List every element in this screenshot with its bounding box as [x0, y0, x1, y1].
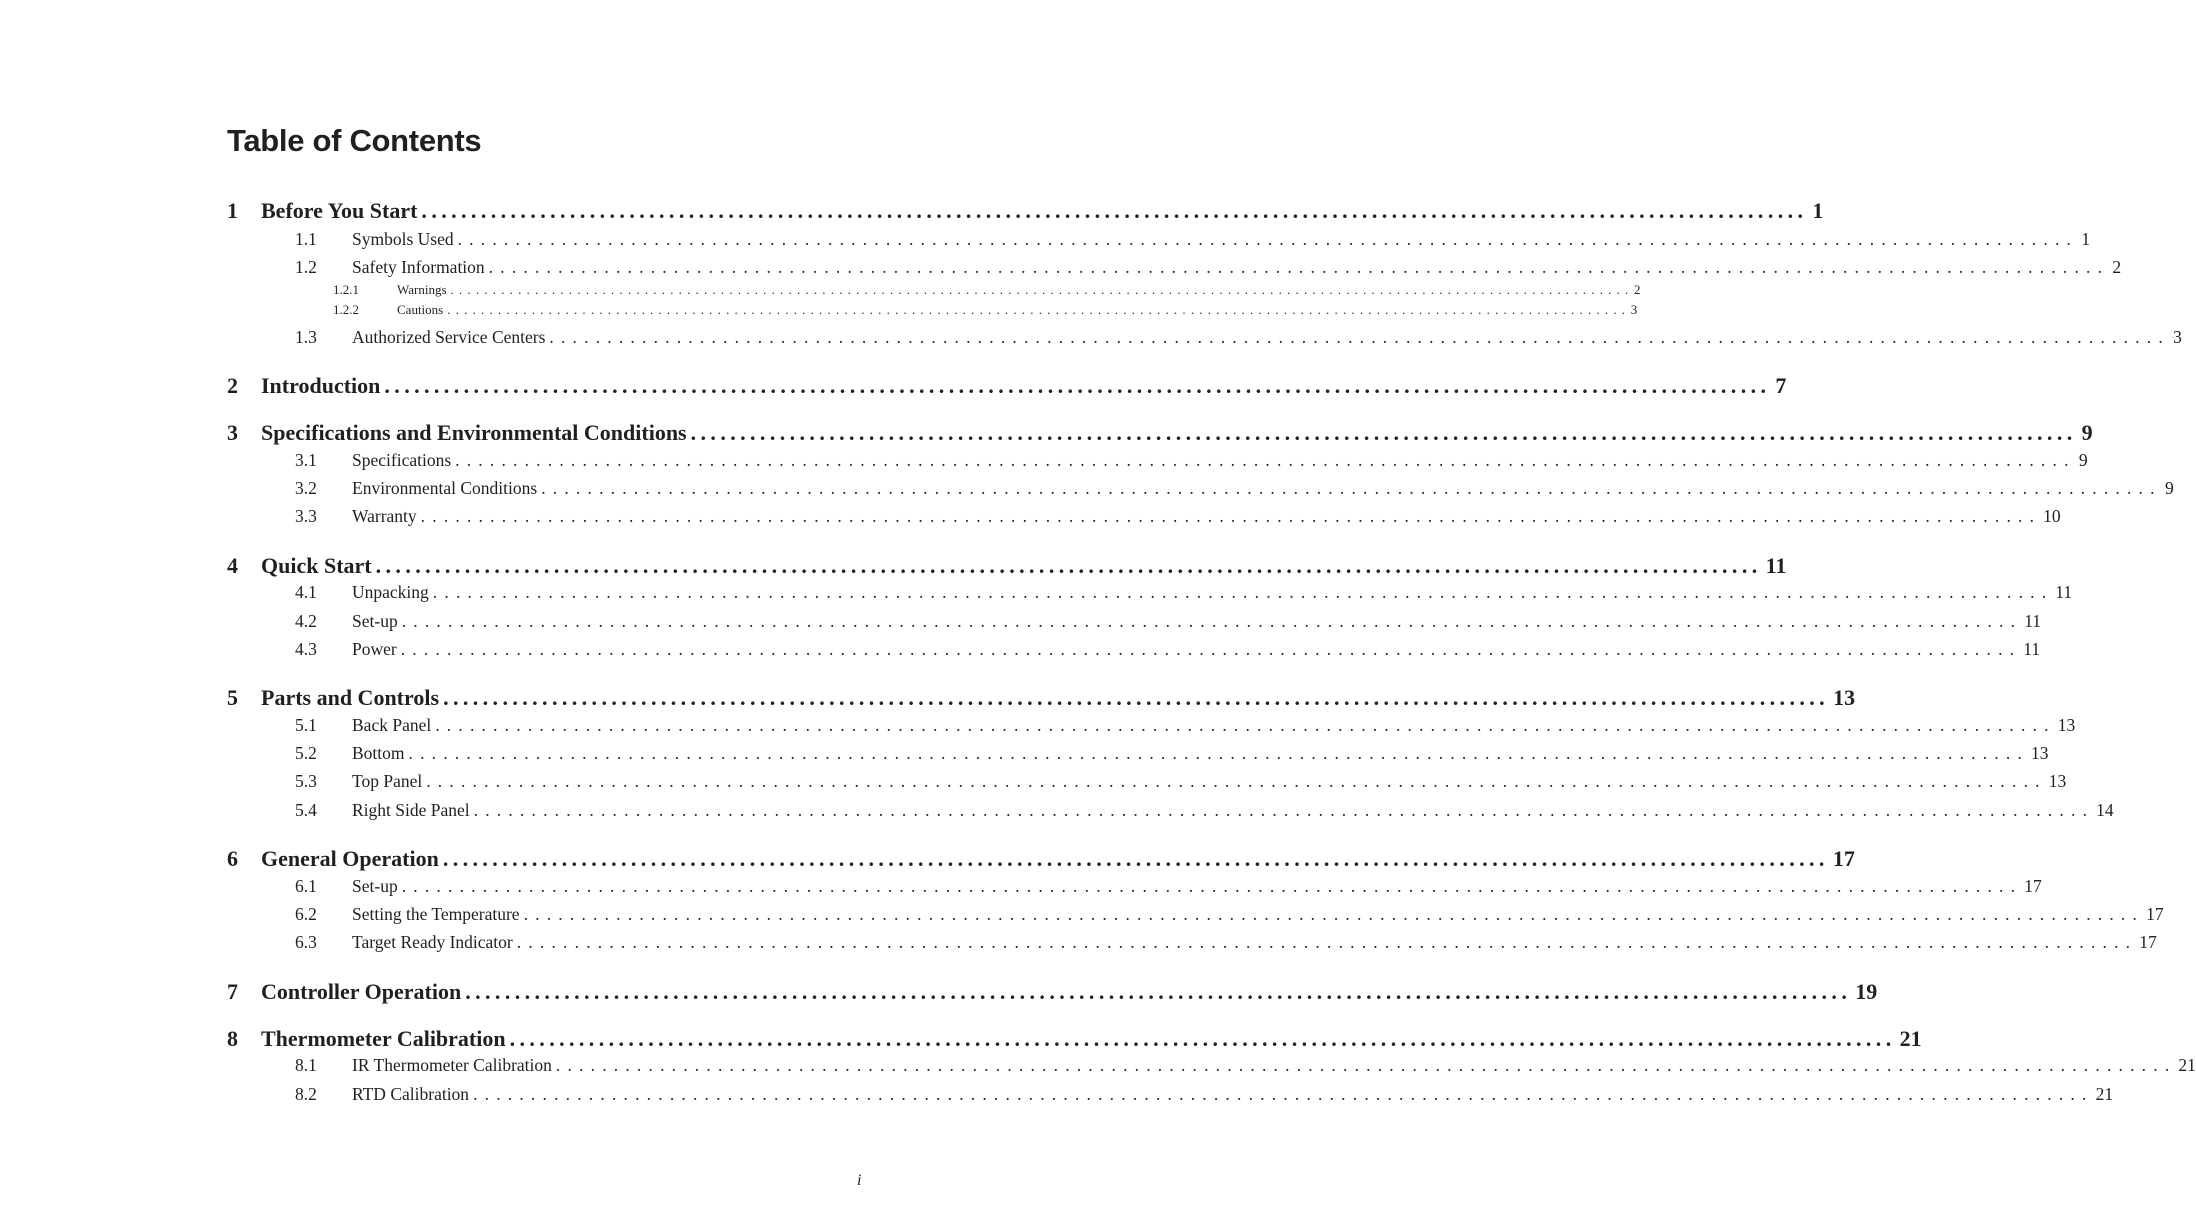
dot-leader: ............................................................................................................................................ — [408, 743, 2030, 763]
dot-leader: ............................................................................................................................................ — [400, 639, 2022, 659]
toc-entry-label: Parts and Controls — [261, 685, 440, 710]
toc-entry-label: Introduction — [261, 373, 381, 398]
toc-entry-number: 5 — [227, 685, 238, 710]
dot-leader: ............................................................................................................................................ — [473, 800, 2095, 820]
toc-entry-section[interactable] — [295, 639, 2041, 663]
toc-entry-label: IR Thermometer Calibration — [352, 1055, 552, 1075]
toc-entry-section[interactable] — [295, 1084, 2114, 1108]
toc-entry-label: Back Panel — [352, 715, 432, 735]
toc-entry-page: 21 — [2178, 1055, 2196, 1075]
toc-entry-label: Authorized Service Centers — [352, 327, 546, 347]
toc-entry-section[interactable] — [295, 771, 2067, 795]
toc-entry-chapter[interactable] — [227, 420, 2093, 450]
toc-entry-label: Bottom — [352, 743, 405, 763]
toc-entry-number: 8 — [227, 1026, 238, 1051]
dot-leader: ............................................................................................................................................ — [488, 257, 2110, 277]
toc-entry-section[interactable] — [295, 229, 2091, 253]
toc-entry-page: 3 — [2173, 327, 2182, 347]
toc-entry-subsection[interactable] — [333, 302, 1638, 320]
toc-entry-label: Symbols Used — [352, 229, 454, 249]
dot-leader: ............................................................................................................................................ — [384, 373, 1771, 398]
toc-entry-number: 8.2 — [295, 1084, 317, 1104]
page-title: Table of Contents — [227, 123, 482, 158]
dot-leader: ............................................................................................................................................ — [541, 478, 2162, 498]
toc-entry-page: 14 — [2096, 800, 2114, 820]
toc-entry-label: Before You Start — [261, 198, 418, 223]
dot-leader: ............................................................................................................................................ — [443, 685, 1830, 710]
dot-leader: ............................................................................................................................................ — [401, 876, 2023, 896]
toc-entry-page: 21 — [2095, 1084, 2114, 1104]
dot-leader: ............................................................................................................................................ — [509, 1026, 1896, 1051]
toc-entry-chapter[interactable] — [227, 846, 1855, 876]
toc-entry-number: 3.1 — [295, 450, 317, 470]
toc-entry-label: Controller Operation — [261, 979, 462, 1004]
dot-leader: ............................................................................................................................................ — [435, 715, 2056, 735]
toc-entry-label: Specifications — [352, 450, 452, 470]
dot-leader: ............................................................................................................................................ — [426, 771, 2047, 791]
toc-entry-section[interactable] — [295, 327, 2182, 351]
toc-entry-number: 4.2 — [295, 611, 317, 631]
toc-entry-page: 9 — [2078, 450, 2088, 470]
toc-entry-label: Target Ready Indicator — [352, 932, 513, 952]
toc-entry-section[interactable] — [295, 611, 2042, 635]
toc-entry-section[interactable] — [295, 743, 2049, 767]
toc-entry-chapter[interactable] — [227, 198, 1824, 228]
page-folio: i — [857, 1172, 862, 1189]
dot-leader: ............................................................................................................................................ — [457, 229, 2079, 249]
toc-entry-page: 11 — [2055, 582, 2073, 602]
toc-entry-number: 5.3 — [295, 771, 317, 791]
toc-entry-label: RTD Calibration — [352, 1084, 470, 1104]
toc-entry-number: 3.2 — [295, 478, 317, 498]
toc-entry-label: Setting the Temperature — [352, 904, 520, 924]
dot-leader: ............................................................................................................................................ — [450, 282, 1634, 297]
toc-entry-page: 17 — [2024, 876, 2042, 896]
toc-entry-number: 4.1 — [295, 582, 317, 602]
toc-entry-section[interactable] — [295, 932, 2157, 956]
toc-entry-page: 17 — [2139, 932, 2157, 952]
toc-entry-section[interactable] — [295, 478, 2174, 502]
toc-entry-label: Specifications and Environmental Conditions — [261, 420, 687, 445]
toc-entry-section[interactable] — [295, 450, 2088, 474]
toc-entry-subsection[interactable] — [333, 282, 1641, 300]
toc-entry-page: 9 — [2081, 420, 2093, 445]
toc-entry-number: 3 — [227, 420, 238, 445]
toc-entry-page: 9 — [2164, 478, 2174, 498]
toc-entry-page: 11 — [1765, 553, 1787, 578]
toc-entry-section[interactable] — [295, 506, 2061, 530]
dot-leader: ............................................................................................................................................ — [455, 450, 2076, 470]
toc-entry-page: 13 — [2057, 715, 2076, 735]
toc-entry-section[interactable] — [295, 1055, 2196, 1079]
dot-leader: ............................................................................................................................................ — [447, 302, 1631, 317]
toc-entry-label: Thermometer Calibration — [261, 1026, 506, 1051]
dot-leader: ............................................................................................................................................ — [690, 420, 2077, 445]
toc-entry-number: 3.3 — [295, 506, 317, 526]
toc-entry-label: Set-up — [352, 611, 398, 631]
toc-entry-number: 1.2.1 — [333, 282, 359, 297]
toc-entry-section[interactable] — [295, 715, 2076, 739]
toc-entry-page: 11 — [2024, 611, 2042, 631]
dot-leader: ............................................................................................................................................ — [555, 1055, 2177, 1075]
dot-leader: ............................................................................................................................................ — [523, 904, 2145, 924]
toc-entry-number: 6 — [227, 846, 238, 871]
toc-entry-page: 13 — [1833, 685, 1856, 710]
toc-entry-chapter[interactable] — [227, 553, 1787, 583]
toc-entry-number: 5.1 — [295, 715, 317, 735]
toc-entry-page: 2 — [2112, 257, 2122, 277]
dot-leader: ............................................................................................................................................ — [432, 582, 2054, 602]
toc-entry-section[interactable] — [295, 257, 2122, 281]
toc-entry-page: 11 — [2023, 639, 2041, 659]
dot-leader: ............................................................................................................................................ — [549, 327, 2170, 347]
toc-entry-chapter[interactable] — [227, 373, 1787, 403]
toc-entry-label: Set-up — [352, 876, 398, 896]
toc-entry-page: 1 — [1812, 198, 1824, 223]
toc-entry-label: Cautions — [397, 302, 444, 317]
toc-entry-number: 1 — [227, 198, 238, 223]
toc-entry-label: Warranty — [352, 506, 417, 526]
dot-leader: ............................................................................................................................................ — [401, 611, 2023, 631]
toc-entry-number: 6.1 — [295, 876, 317, 896]
toc-entry-page: 13 — [2031, 743, 2049, 763]
toc-entry-page: 7 — [1775, 373, 1787, 398]
toc-entry-label: Top Panel — [352, 771, 423, 791]
toc-entry-label: Quick Start — [261, 553, 372, 578]
toc-entry-label: Warnings — [397, 282, 447, 297]
toc-entry-label: General Operation — [261, 846, 439, 871]
toc-entry-label: Unpacking — [352, 582, 429, 602]
toc-entry-chapter[interactable] — [227, 685, 1856, 715]
dot-leader: ............................................................................................................................................ — [421, 198, 1808, 223]
dot-leader: ............................................................................................................................................ — [442, 846, 1829, 871]
toc-entry-page: 2 — [1634, 282, 1641, 297]
dot-leader: ............................................................................................................................................ — [420, 506, 2042, 526]
toc-entry-section[interactable] — [295, 582, 2073, 606]
toc-entry-page: 3 — [1630, 302, 1638, 317]
dot-leader: ............................................................................................................................................ — [465, 979, 1852, 1004]
toc-entry-chapter[interactable] — [227, 1026, 1922, 1056]
toc-entry-label: Power — [352, 639, 397, 659]
toc-entry-page: 10 — [2043, 506, 2061, 526]
toc-entry-number: 6.3 — [295, 932, 317, 952]
toc-entry-number: 1.2 — [295, 257, 317, 277]
dot-leader: ............................................................................................................................................ — [516, 932, 2138, 952]
dot-leader: ............................................................................................................................................ — [473, 1084, 2094, 1104]
toc-entry-number: 5.4 — [295, 800, 317, 820]
toc-entry-label: Right Side Panel — [352, 800, 470, 820]
toc-entry-number: 4 — [227, 553, 238, 578]
toc-entry-number: 8.1 — [295, 1055, 317, 1075]
toc-entry-page: 17 — [2146, 904, 2164, 924]
toc-entry-section[interactable] — [295, 800, 2114, 824]
toc-entry-page: 1 — [2081, 229, 2091, 249]
toc-entry-number: 1.2.2 — [333, 302, 359, 317]
toc-entry-page: 13 — [2048, 771, 2067, 791]
toc-entry-number: 1.1 — [295, 229, 317, 249]
toc-entry-number: 6.2 — [295, 904, 317, 924]
toc-entry-page: 19 — [1855, 979, 1878, 1004]
toc-entry-label: Environmental Conditions — [352, 478, 538, 498]
toc-entry-number: 4.3 — [295, 639, 317, 659]
dot-leader: ............................................................................................................................................ — [375, 553, 1762, 578]
toc-entry-page: 17 — [1832, 846, 1855, 871]
toc-entry-number: 1.3 — [295, 327, 317, 347]
toc-entry-page: 21 — [1899, 1026, 1922, 1051]
toc-entry-number: 7 — [227, 979, 238, 1004]
toc-entry-section[interactable] — [295, 876, 2042, 900]
toc-entry-number: 2 — [227, 373, 238, 398]
toc-entry-section[interactable] — [295, 904, 2164, 928]
toc-entry-chapter[interactable] — [227, 979, 1878, 1009]
toc-entry-number: 5.2 — [295, 743, 317, 763]
toc-entry-label: Safety Information — [352, 257, 485, 277]
